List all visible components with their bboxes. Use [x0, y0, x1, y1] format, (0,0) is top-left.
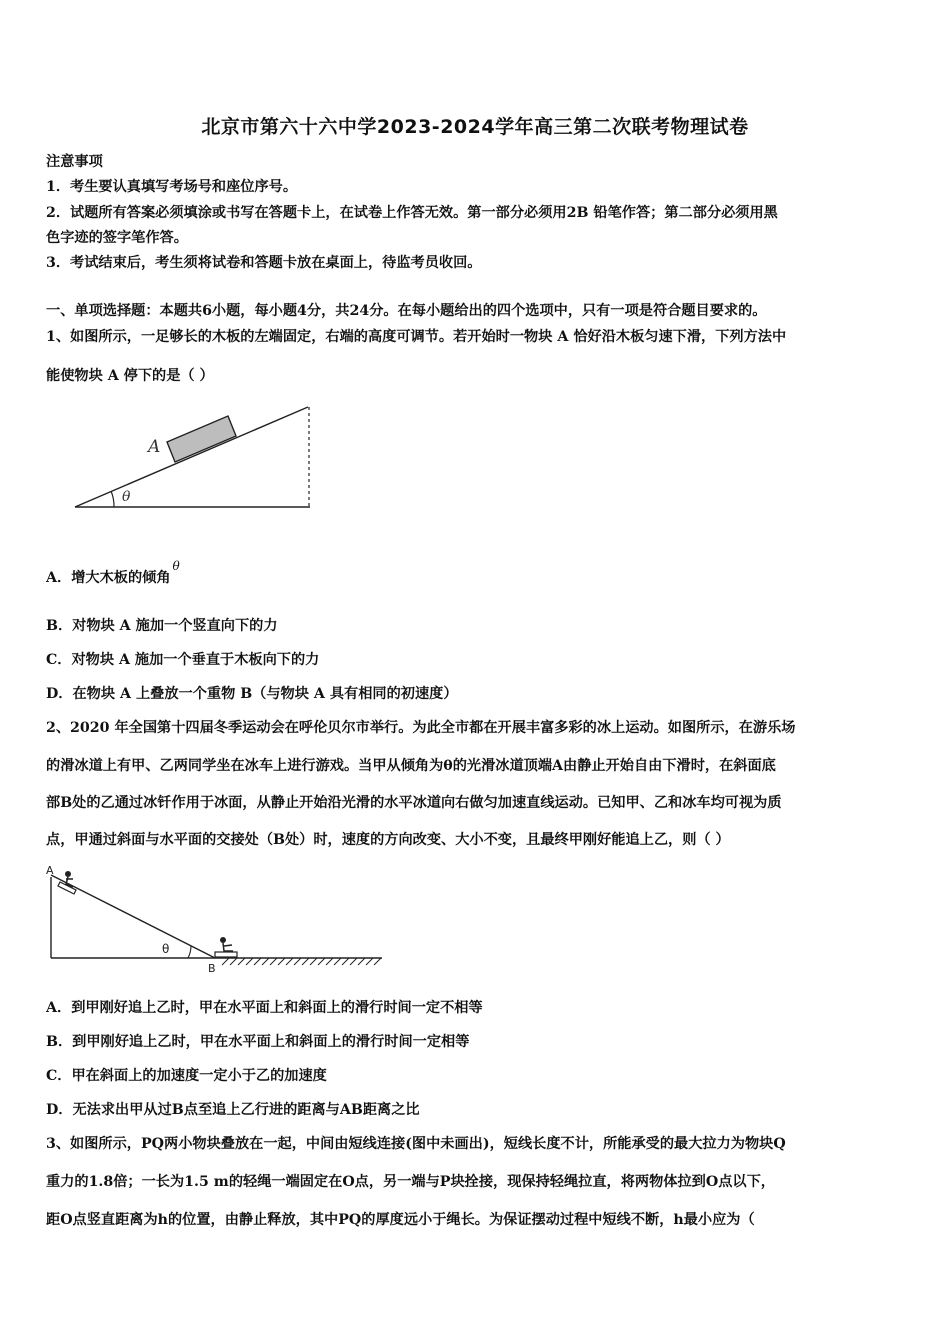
section-heading: 一、单项选择题：本题共6小题，每小题4分，共24分。在每小题给出的四个选项中，只有一项是符合题目要求的。	[46, 303, 767, 319]
q3-stem-line3: 距O点竖直距离为h的位置，由静止释放，其中PQ的厚度远小于绳长。为保证摆动过程中短线不断，h最小应为（	[46, 1212, 755, 1228]
q3-stem-line2: 重力的1.8倍；一长为1.5 m的轻绳一端固定在O点，另一端与P块拴接，现保持轻绳拉直，将两物体拉到O点以下，	[46, 1174, 775, 1190]
q1-board-line	[75, 407, 308, 507]
q2-angle-label: θ	[162, 942, 170, 956]
q1-angle-label: θ	[122, 489, 131, 505]
notice-item-1: 1．考生要认真填写考场号和座位序号。	[46, 179, 298, 195]
notice-item-3: 3．考试结束后，考生须将试卷和答题卡放在桌面上，待监考员收回。	[46, 255, 482, 271]
q1-option-c: C．对物块 A 施加一个垂直于木板向下的力	[46, 652, 320, 668]
q1-option-a	[46, 559, 908, 588]
q2-skater-yi-icon	[215, 937, 237, 957]
q1-stem-line2: 能使物块 A 停下的是（ ）	[46, 368, 214, 384]
q1-option-a-text: A．增大木板的倾角	[46, 570, 171, 586]
q1-option-d: D．在物块 A 上叠放一个重物 B（与物块 A 具有相同的初速度）	[46, 686, 458, 702]
q2-stem-line2: 的滑冰道上有甲、乙两同学坐在冰车上进行游戏。当甲从倾角为θ的光滑冰道顶端A由静止开始自由下滑时，在斜面底	[46, 758, 776, 774]
q1-block-a	[167, 416, 236, 462]
q2-skater-jia-icon	[58, 871, 76, 894]
q2-option-d: D．无法求出甲从过B点至追上乙行进的距离与AB距离之比	[46, 1102, 420, 1118]
q2-point-b-label: B	[208, 962, 216, 975]
q1-option-a-theta: θ	[172, 559, 180, 573]
q2-stem-line4: 点，甲通过斜面与水平面的交接处（B处）时，速度的方向改变、大小不变，且最终甲刚好能追上乙，则（ ）	[46, 832, 730, 848]
q3-stem-line1: 3、如图所示，PQ两小物块叠放在一起，中间由短线连接(图中未画出)，短线长度不计，所能承受的最大拉力为物块Q	[46, 1136, 786, 1152]
q2-option-a: A．到甲刚好追上乙时，甲在水平面上和斜面上的滑行时间一定不相等	[46, 1000, 483, 1016]
notice-item-2-cont: 色字迹的签字笔作答。	[46, 230, 188, 246]
notice-item-2: 2．试题所有答案必须填涂或书写在答题卡上，在试卷上作答无效。第一部分必须用2B 铅笔作答；第二部分必须用黑	[46, 205, 778, 221]
q2-option-b: B．到甲刚好追上乙时，甲在水平面上和斜面上的滑行时间一定相等	[46, 1034, 470, 1050]
notice-heading: 注意事项	[46, 154, 103, 170]
q2-slope-line	[51, 875, 215, 958]
q2-option-c: C．甲在斜面上的加速度一定小于乙的加速度	[46, 1068, 327, 1084]
q2-stem-line3: 部B处的乙通过冰钎作用于冰面，从静止开始沿光滑的水平冰道向右做匀加速直线运动。已知甲、乙和冰车均可视为质	[46, 795, 782, 811]
q2-ground-hatching	[222, 958, 381, 965]
q1-incline-figure	[70, 400, 320, 512]
q1-option-b: B．对物块 A 施加一个竖直向下的力	[46, 618, 278, 634]
q2-angle-arc	[188, 946, 191, 958]
q1-angle-arc	[111, 491, 114, 507]
q1-block-label: A	[148, 437, 161, 457]
q2-point-a-label: A	[46, 864, 54, 877]
q1-stem-line1: 1、如图所示，一足够长的木板的左端固定，右端的高度可调节。若开始时一物块 A 恰好沿木板匀速下滑，下列方法中	[46, 329, 787, 345]
page-title: 北京市第六十六中学2023-2024学年高三第二次联考物理试卷	[201, 116, 749, 138]
q2-slope-figure	[40, 860, 390, 978]
q2-stem-line1: 2、2020 年全国第十四届冬季运动会在呼伦贝尔市举行。为此全市都在开展丰富多彩的冰上运动。如图所示，在游乐场	[46, 720, 796, 736]
